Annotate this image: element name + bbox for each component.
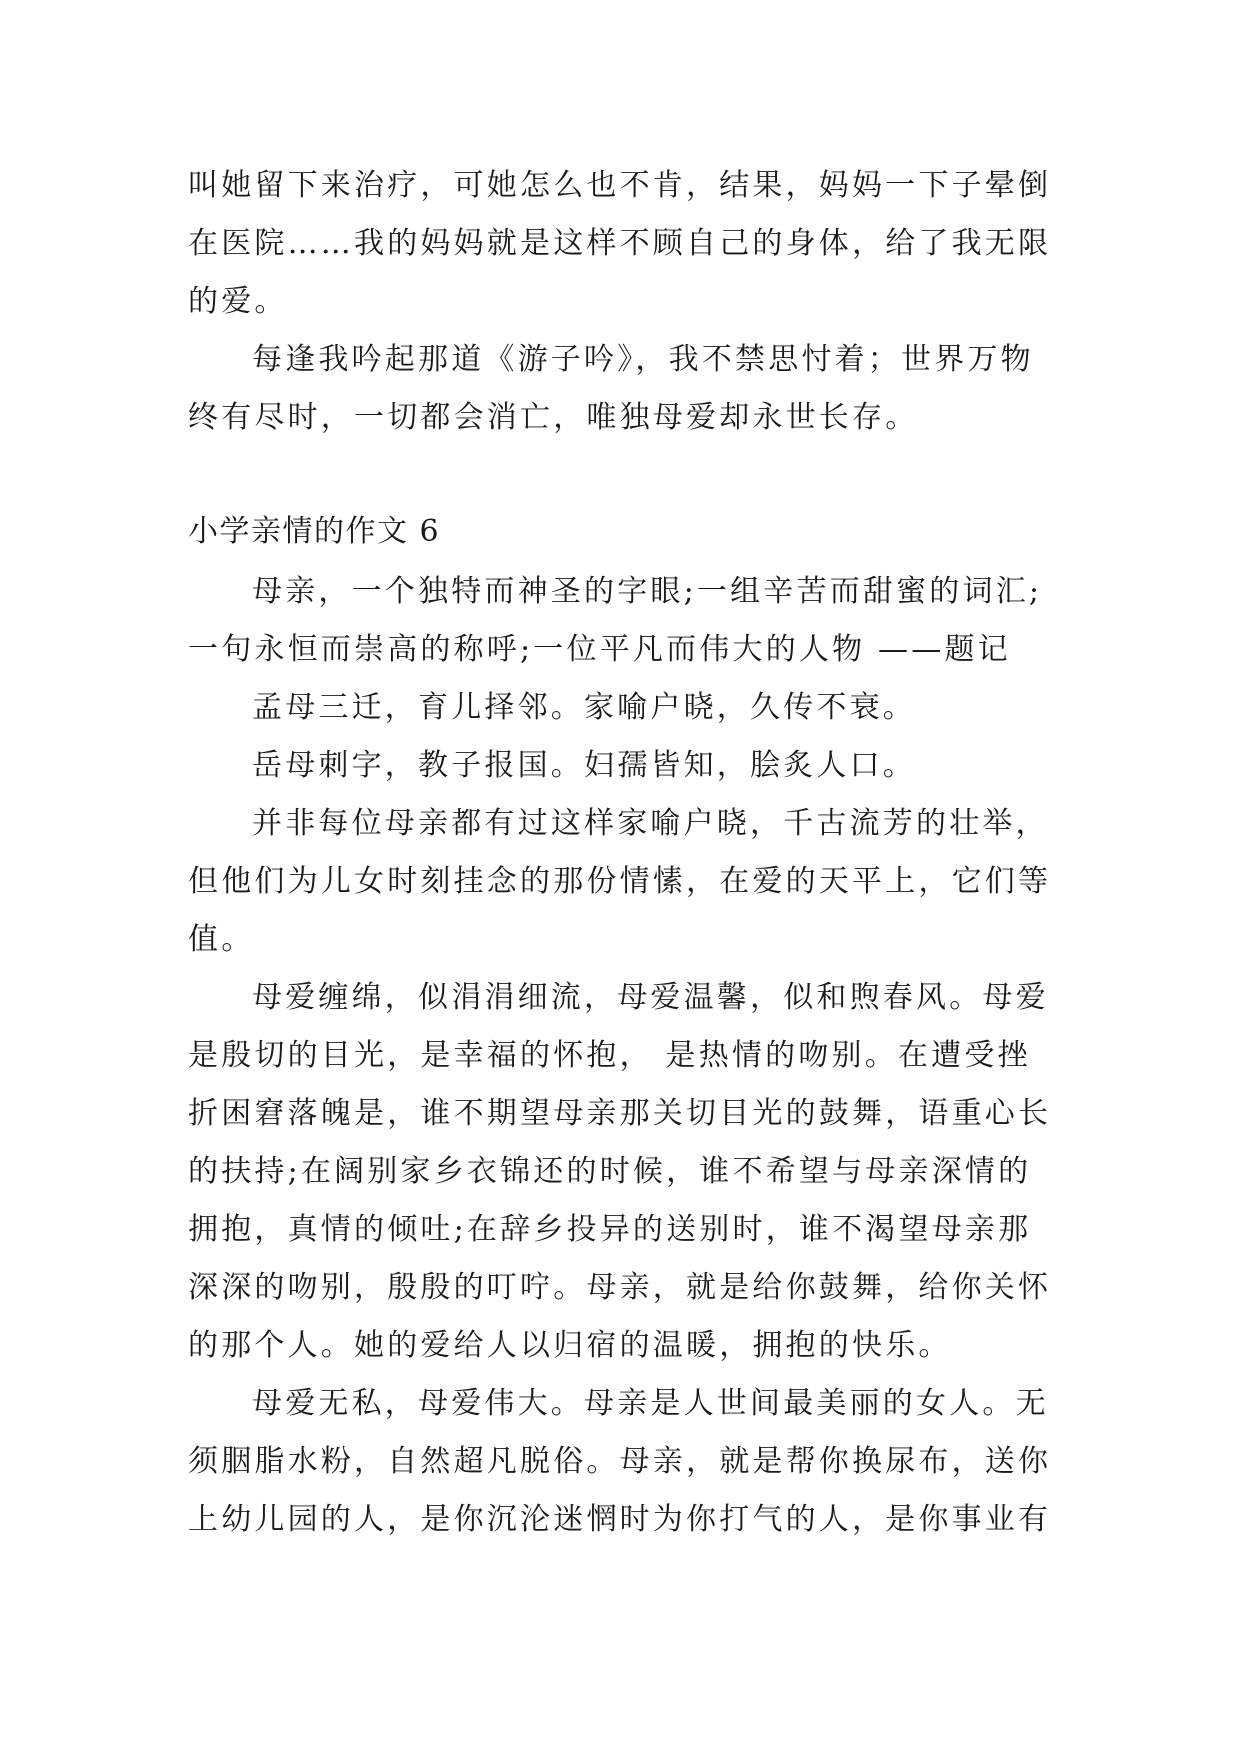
text-line: 但他们为儿女时刻挂念的那份情愫，在爱的天平上，它们等 — [188, 864, 1052, 899]
text-line: 叫她留下来治疗，可她怎么也不肯，结果，妈妈一下子晕倒 — [188, 168, 1052, 203]
text-line: 的扶持;在阔别家乡衣锦还的时候，谁不希望与母亲深情的 — [188, 1154, 1032, 1189]
text-line: 母爱缠绵，似涓涓细流，母爱温馨，似和煦春风。母爱 — [252, 980, 1049, 1015]
text-line: 一句永恒而崇高的称呼;一位平凡而伟大的人物 ——题记 — [188, 632, 1011, 667]
text-line: 值。 — [188, 922, 255, 957]
text-line: 上幼儿园的人，是你沉沦迷惘时为你打气的人，是你事业有 — [188, 1502, 1052, 1537]
text-line: 拥抱，真情的倾吐;在辞乡投异的送别时，谁不渴望母亲那 — [188, 1212, 1032, 1247]
text-line: 每逢我吟起那道《游子吟》，我不禁思忖着；世界万物 — [252, 342, 1034, 377]
text-line: 终有尽时，一切都会消亡，唯独母爱却永世长存。 — [188, 400, 919, 435]
text-line: 须胭脂水粉，自然超凡脱俗。母亲，就是帮你换尿布，送你 — [188, 1444, 1052, 1479]
text-line: 孟母三迁，育儿择邻。家喻户晓，久传不衰。 — [252, 690, 916, 725]
text-line: 折困窘落魄是，谁不期望母亲那关切目光的鼓舞，语重心长 — [188, 1096, 1052, 1131]
text-line: 是殷切的目光，是幸福的怀抱， 是热情的吻别。在遭受挫 — [188, 1038, 1031, 1073]
text-line: 并非每位母亲都有过这样家喻户晓，千古流芳的壮举， — [252, 806, 1049, 841]
text-line: 深深的吻别，殷殷的叮咛。母亲，就是给你鼓舞，给你关怀 — [188, 1270, 1052, 1305]
text-line: 在医院……我的妈妈就是这样不顾自己的身体，给了我无限 — [188, 226, 1052, 261]
text-line: 母爱无私，母爱伟大。母亲是人世间最美丽的女人。无 — [252, 1386, 1049, 1421]
section-heading: 小学亲情的作文 6 — [188, 514, 441, 549]
text-line: 母亲，一个独特而神圣的字眼;一组辛苦而甜蜜的词汇; — [252, 574, 1043, 609]
text-line: 的爱。 — [188, 284, 288, 319]
text-line: 的那个人。她的爱给人以归宿的温暖，拥抱的快乐。 — [188, 1328, 952, 1363]
text-line: 岳母刺字，教子报国。妇孺皆知，脍炙人口。 — [252, 748, 916, 783]
